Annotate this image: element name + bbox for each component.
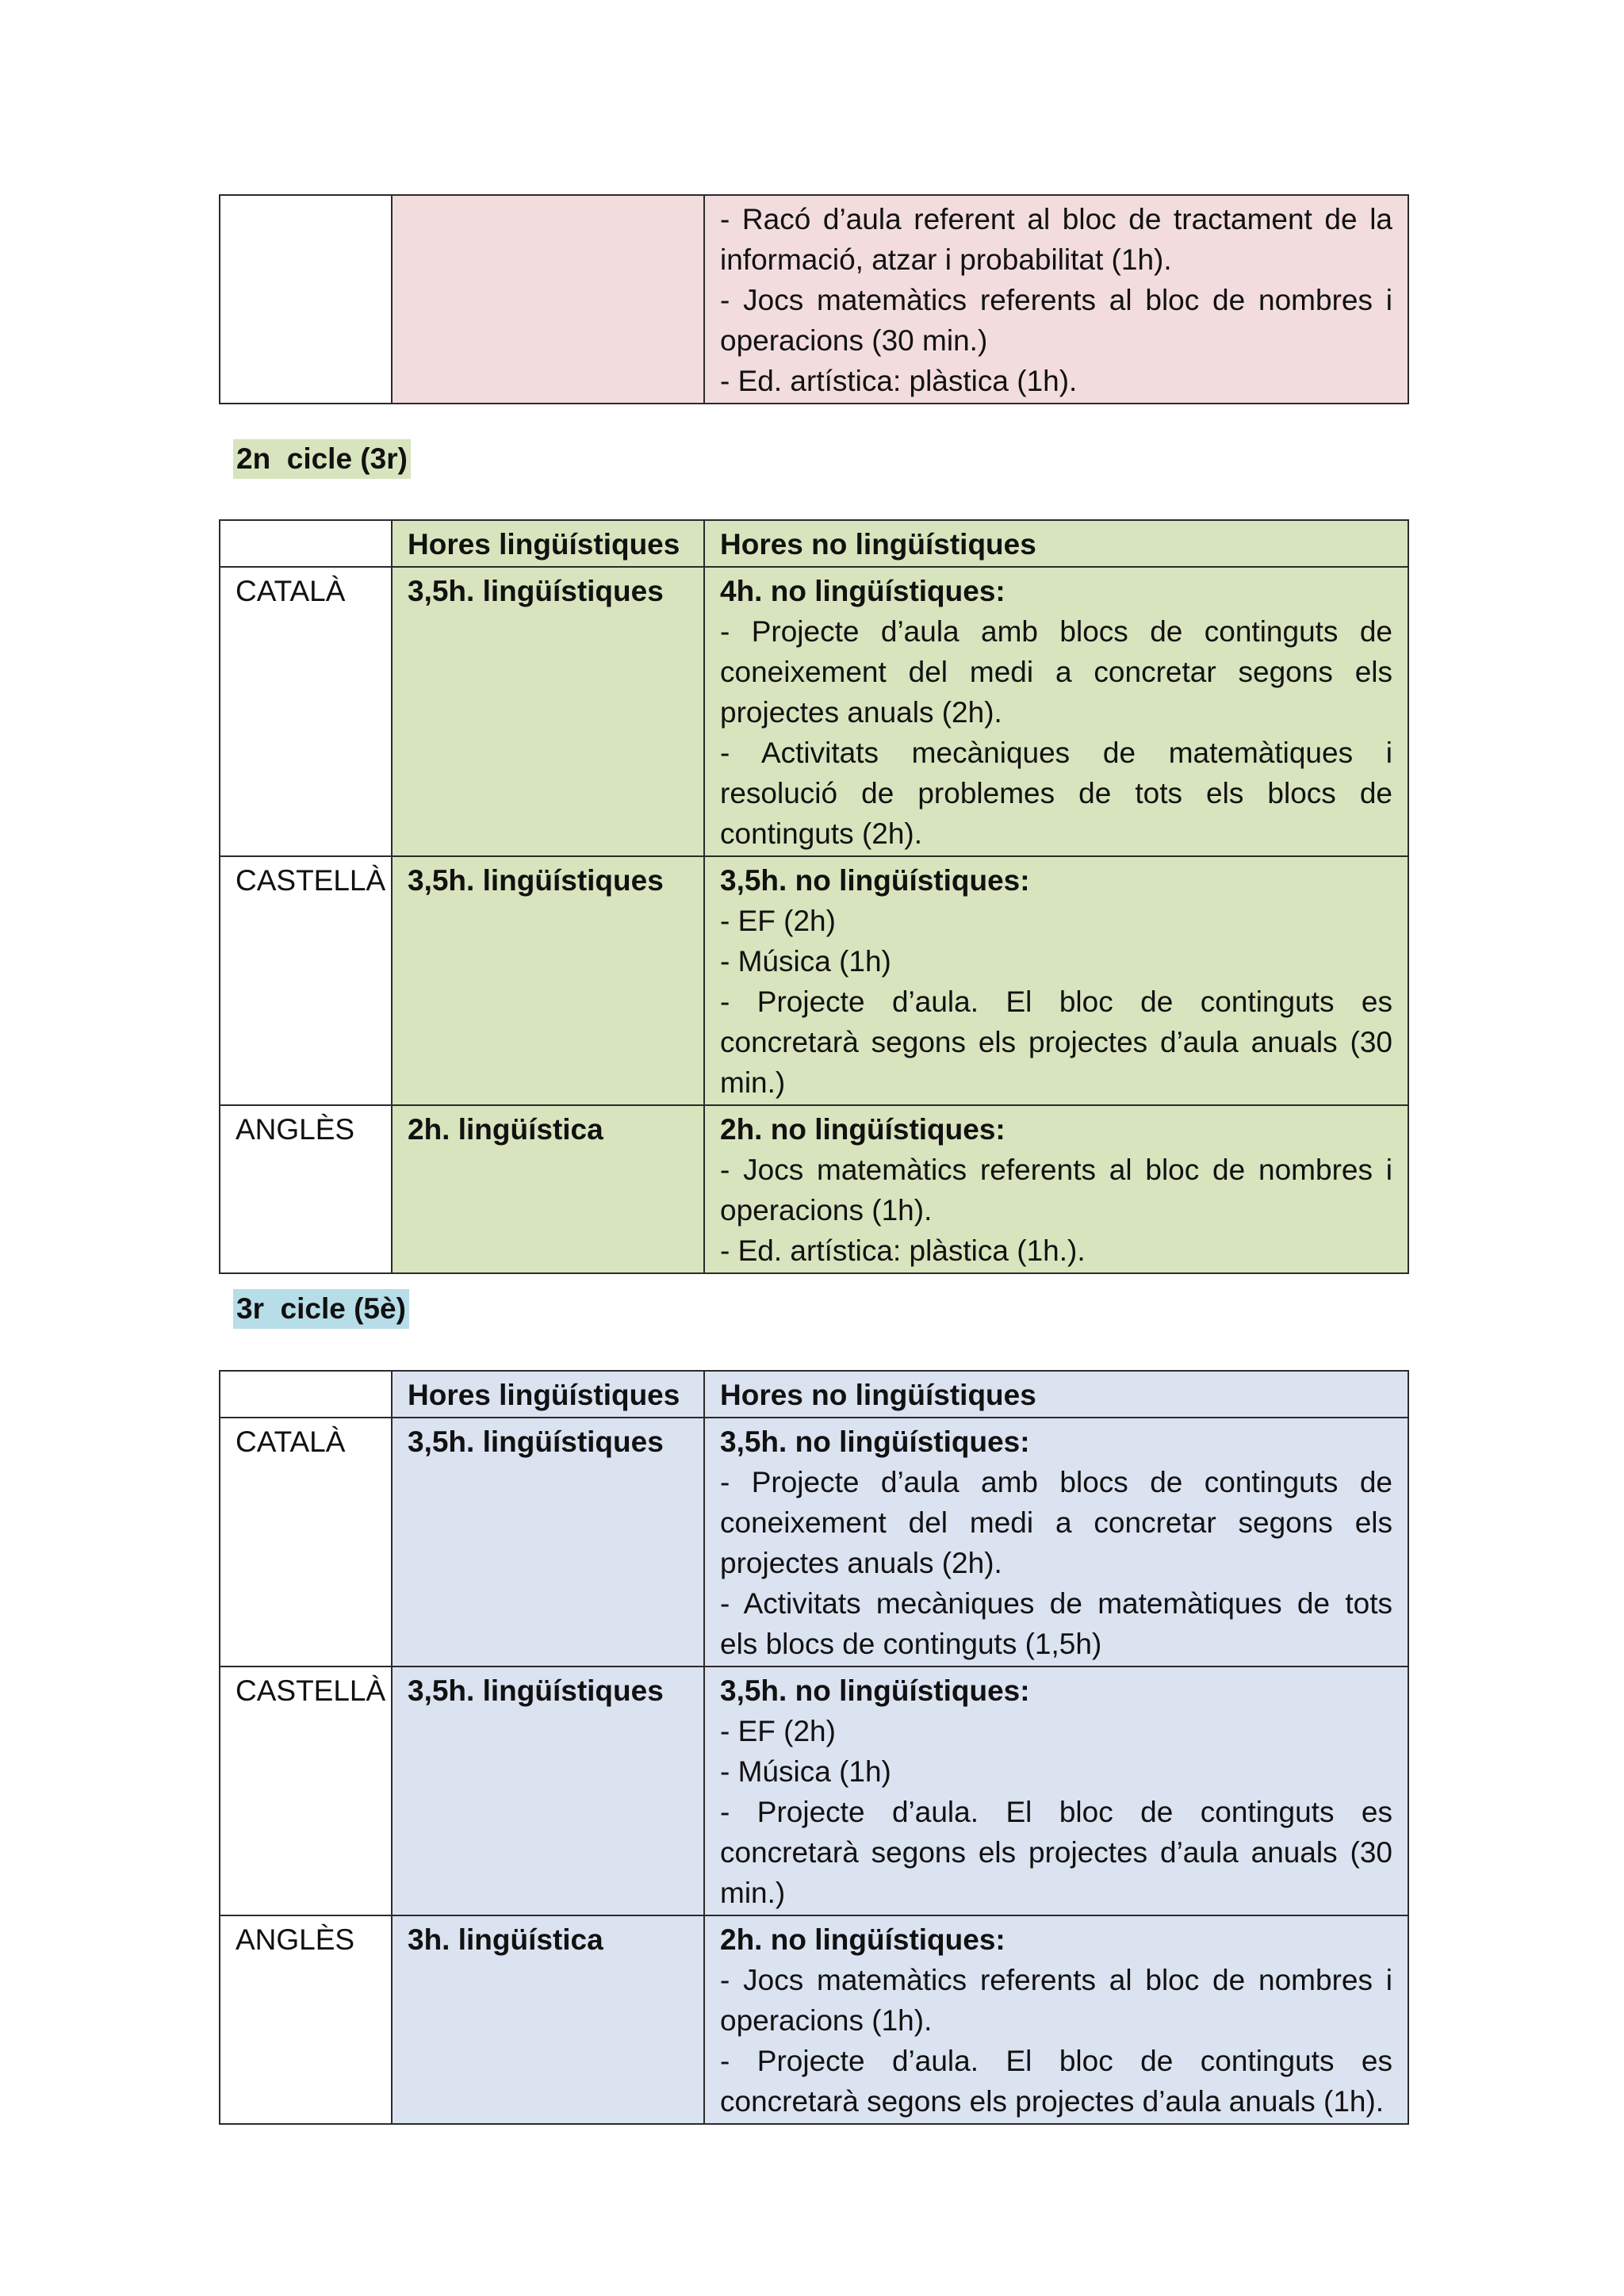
cell-line: min.) [720, 1066, 786, 1099]
language-cell: CASTELLÀ [220, 1667, 392, 1915]
cell-line: - Ed. artística: plàstica (1h). [720, 365, 1078, 397]
table-row [220, 1418, 1408, 1667]
cell-line: concretarà segons els projectes d’aula anuals (1h). [720, 2085, 1385, 2118]
language-cell: CATALÀ [220, 567, 392, 856]
section-heading-3r-cicle: 3r cicle (5è) [233, 1289, 409, 1329]
linguistic-hours-cell: 3,5h. lingüístiques [392, 856, 704, 1105]
header-linguistic-hours: Hores lingüístiques [392, 520, 704, 567]
cell-line: min.) [720, 1877, 786, 1909]
cell-title: 2h. no lingüístiques: [720, 1923, 1005, 1956]
cell-line: - Música (1h) [720, 1755, 891, 1788]
cell-line: - Activitats mecàniques de matemàtiques de tots [720, 1587, 1392, 1620]
header-empty-cell [220, 1371, 392, 1418]
non-linguistic-hours-cell [704, 856, 1408, 1105]
cell-line: coneixement del medi a concretar segons els [720, 656, 1392, 688]
section-heading-2n-cicle: 2n cicle (3r) [233, 439, 411, 479]
table-header-row [220, 520, 1408, 567]
cell-line: els blocs de continguts (1,5h) [720, 1628, 1102, 1660]
non-linguistic-hours-cell [704, 1105, 1408, 1273]
cell-line: projectes anuals (2h). [720, 696, 1002, 729]
cell-line: - Projecte d’aula. El bloc de continguts es [720, 1796, 1392, 1828]
schedule-table-2n-cicle [219, 519, 1409, 1274]
linguistic-hours-cell: 3,5h. lingüístiques [392, 1667, 704, 1915]
language-cell: ANGLÈS [220, 1915, 392, 2124]
linguistic-hours-cell [392, 195, 704, 404]
table-row [220, 1105, 1408, 1273]
table-header-row [220, 1371, 1408, 1418]
language-cell: ANGLÈS [220, 1105, 392, 1273]
cell-line: - Projecte d’aula amb blocs de continguts de [720, 615, 1392, 648]
cell-line: resolució de problemes de tots els blocs de [720, 777, 1392, 809]
table-row [220, 1667, 1408, 1915]
schedule-table-3r-cicle [219, 1370, 1409, 2125]
table-row [220, 567, 1408, 856]
table-row [220, 195, 1408, 404]
cell-line: concretarà segons els projectes d’aula anuals (30 [720, 1026, 1392, 1058]
cell-line: coneixement del medi a concretar segons els [720, 1506, 1392, 1539]
cell-line: informació, atzar i probabilitat (1h). [720, 243, 1172, 276]
linguistic-hours-cell: 3,5h. lingüístiques [392, 567, 704, 856]
cell-title: 4h. no lingüístiques: [720, 575, 1005, 607]
non-linguistic-hours-cell [704, 195, 1408, 404]
header-non-linguistic-hours: Hores no lingüístiques [704, 1371, 1408, 1418]
cell-line: - Música (1h) [720, 945, 891, 978]
continuation-table [219, 194, 1409, 404]
non-linguistic-hours-cell [704, 1418, 1408, 1667]
table-row [220, 856, 1408, 1105]
cell-line: continguts (2h). [720, 817, 923, 850]
cell-line: - Jocs matemàtics referents al bloc de nombres i [720, 284, 1392, 316]
cell-line: - Projecte d’aula. El bloc de continguts es [720, 985, 1392, 1018]
linguistic-hours-cell: 2h. lingüística [392, 1105, 704, 1273]
cell-title: 3,5h. no lingüístiques: [720, 1674, 1030, 1707]
cell-line: concretarà segons els projectes d’aula anuals (30 [720, 1836, 1392, 1869]
linguistic-hours-cell: 3h. lingüística [392, 1915, 704, 2124]
cell-line: operacions (1h). [720, 2004, 933, 2037]
non-linguistic-hours-cell [704, 1667, 1408, 1915]
cell-line: - Projecte d’aula amb blocs de continguts de [720, 1466, 1392, 1498]
language-cell: CASTELLÀ [220, 856, 392, 1105]
language-cell: CATALÀ [220, 1418, 392, 1667]
cell-line: - Racó d’aula referent al bloc de tractament de la [720, 203, 1392, 235]
linguistic-hours-cell: 3,5h. lingüístiques [392, 1418, 704, 1667]
cell-line: - Projecte d’aula. El bloc de continguts es [720, 2045, 1392, 2077]
cell-title: 3,5h. no lingüístiques: [720, 1425, 1030, 1458]
cell-line: operacions (30 min.) [720, 324, 988, 357]
header-non-linguistic-hours: Hores no lingüístiques [704, 520, 1408, 567]
non-linguistic-hours-cell [704, 567, 1408, 856]
cell-line: - EF (2h) [720, 905, 836, 937]
cell-line: - EF (2h) [720, 1715, 836, 1747]
cell-line: - Jocs matemàtics referents al bloc de nombres i [720, 1964, 1392, 1996]
cell-line: - Activitats mecàniques de matemàtiques i [720, 737, 1392, 769]
non-linguistic-hours-cell [704, 1915, 1408, 2124]
table-row [220, 1915, 1408, 2124]
cell-line: - Ed. artística: plàstica (1h.). [720, 1234, 1086, 1267]
header-linguistic-hours: Hores lingüístiques [392, 1371, 704, 1418]
header-empty-cell [220, 520, 392, 567]
language-cell [220, 195, 392, 404]
cell-title: 3,5h. no lingüístiques: [720, 864, 1030, 897]
cell-title: 2h. no lingüístiques: [720, 1113, 1005, 1146]
cell-line: - Jocs matemàtics referents al bloc de nombres i [720, 1154, 1392, 1186]
cell-line: operacions (1h). [720, 1194, 933, 1226]
cell-line: projectes anuals (2h). [720, 1547, 1002, 1579]
